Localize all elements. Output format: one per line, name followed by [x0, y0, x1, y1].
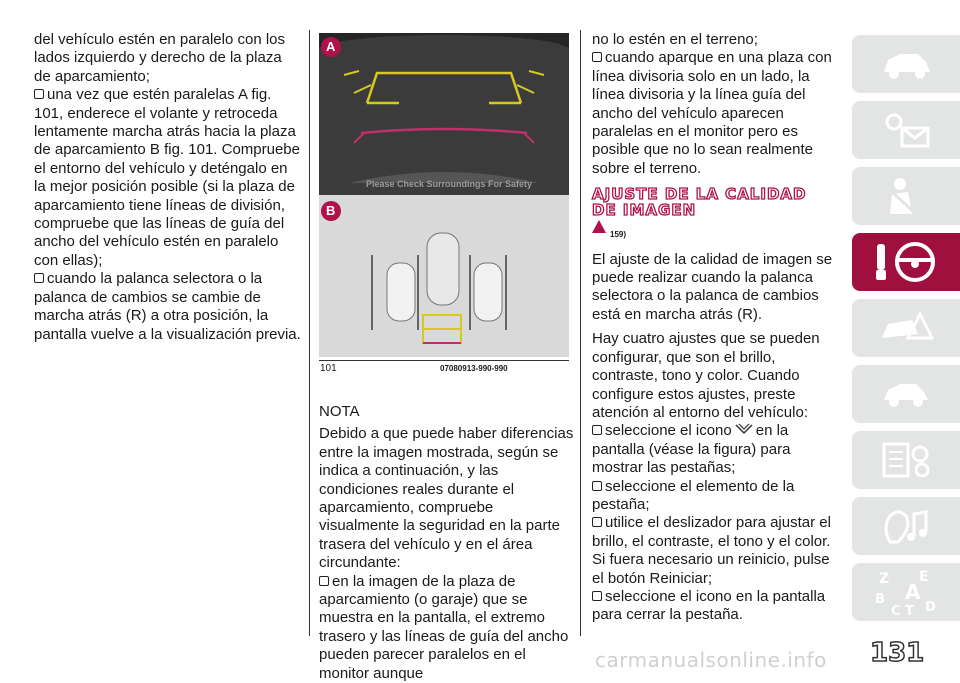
section-heading: AJUSTE DE LA CALIDAD DE IMAGEN [592, 185, 807, 220]
tab-dashboard-lights[interactable] [852, 101, 960, 159]
warning-reference [592, 220, 836, 244]
figure-caption-rule [319, 360, 569, 361]
note-label: NOTA [319, 403, 360, 420]
bullet-item: seleccione el elemento de la pestaña; [592, 477, 795, 513]
text-column-1 [34, 31, 302, 344]
checkbox-bullet-icon [592, 425, 602, 435]
tab-safety[interactable] [852, 167, 960, 225]
paragraph: El ajuste de la calidad de imagen se puede realizar cuando la palanca selectora o la palanca de cambios está en marcha atrás (R). [592, 250, 833, 323]
svg-text:D: D [925, 600, 936, 615]
svg-text:C: C [891, 604, 901, 617]
settings-chevron-icon [734, 423, 754, 435]
checkbox-bullet-icon [592, 591, 602, 601]
watermark: carmanualsonline.info [595, 648, 827, 672]
bullet-item: seleccione el icono en la pantalla para cerrar la pestaña. [592, 587, 826, 624]
car-crash-warning-icon [878, 308, 934, 348]
paragraph: no lo estén en el terreno; [592, 31, 758, 48]
dashboard-lights-mail-icon [878, 110, 934, 150]
checkbox-bullet-icon [34, 273, 44, 283]
text-column-2 [319, 403, 574, 683]
car-icon [878, 46, 934, 82]
warning-number: 159) [610, 230, 627, 240]
paragraph: Hay cuatro ajustes que se pueden configurar, que son el brillo, contraste, tono y color. Cuando configure estos ajustes, preste atención al entorno del vehículo: [592, 330, 820, 421]
bullet-item: seleccione el icono en la pantalla (véase la figura) para mostrar las pestañas; [592, 422, 791, 477]
checkbox-bullet-icon [592, 52, 602, 62]
bullet-item: en la imagen de la plaza de aparcamiento (o garaje) que se muestra en la pantalla, el extremo trasero y las líneas de guía del ancho pueden parecer paralelos en el monitor aunque [319, 572, 569, 682]
page-number: 131 [870, 638, 925, 668]
navigation-music-icon [878, 506, 934, 546]
seatbelt-person-icon [878, 176, 934, 216]
text-column-3 [592, 31, 836, 625]
svg-text:Z: Z [879, 571, 890, 587]
tab-car[interactable] [852, 35, 960, 93]
monitor-warning-text: Please Check Surroundings For Safety [365, 179, 533, 189]
tab-multimedia[interactable] [852, 497, 960, 555]
alphabet-index-icon [871, 567, 941, 617]
warning-triangle-icon [592, 220, 606, 233]
checklist-gears-icon [878, 440, 934, 480]
tab-index[interactable] [852, 563, 960, 621]
figure-illustration [319, 33, 569, 357]
figure-label-b: B [326, 203, 336, 218]
bullet-item: utilice el deslizador para ajustar el brillo, el contraste, el tono y el color. Si fuera necesario un reinicio, pulse el botón Reiniciar; [592, 514, 831, 587]
bullet-item: una vez que estén paralelas A fig. 101, enderece el volante y retroceda lentamente marcha atrás hacia la plaza de aparcamiento B fig. 101. Compruebe el entorno del vehículo y deténgalo en la mejor posición posible (si la plaza de aparcamiento tiene líneas de división, compruebe que las líneas de guía del ancho del vehículo estén en paralelo con ellas); [34, 86, 300, 269]
bullet-item: cuando aparque en una plaza con línea divisoria solo en un lado, la línea divisoria y la línea guía del ancho del vehículo aparecen paralelas en el monitor pero es posible que no lo sean realmente sobre el terreno. [592, 49, 832, 177]
tab-driving[interactable] [852, 233, 960, 291]
tab-maintenance[interactable] [852, 365, 960, 423]
chapter-tabs [852, 35, 960, 629]
figure-code: 07080913-990-990 [440, 364, 508, 373]
svg-text:A: A [905, 580, 921, 604]
parking-camera-figure [319, 33, 569, 357]
column-divider [580, 30, 581, 636]
bullet-item: cuando la palanca selectora o la palanca de cambios se cambie de marcha atrás (R) a otra posición, la pantalla vuelve a la visualización previa. [34, 270, 301, 343]
figure-label-a: A [326, 39, 336, 54]
checkbox-bullet-icon [592, 481, 602, 491]
paragraph: Debido a que puede haber diferencias entre la imagen mostrada, según se indica a continuación, y las condiciones reales durante el aparcamiento, compruebe visualmente la seguridad en la parte trasera del vehículo y en el área circundante: [319, 425, 574, 572]
column-divider [309, 30, 310, 636]
key-steering-wheel-icon [871, 240, 941, 284]
paragraph: del vehículo estén en paralelo con los lados izquierdo y derecho de la plaza de aparcamiento; [34, 31, 286, 85]
tab-emergency[interactable] [852, 299, 960, 357]
svg-text:T: T [905, 604, 914, 617]
car-tools-icon [878, 376, 934, 412]
figure-number: 101 [320, 363, 337, 374]
svg-text:E: E [919, 569, 929, 585]
checkbox-bullet-icon [34, 89, 44, 99]
tab-technical-data[interactable] [852, 431, 960, 489]
svg-text:B: B [875, 592, 885, 607]
checkbox-bullet-icon [319, 576, 329, 586]
checkbox-bullet-icon [592, 517, 602, 527]
